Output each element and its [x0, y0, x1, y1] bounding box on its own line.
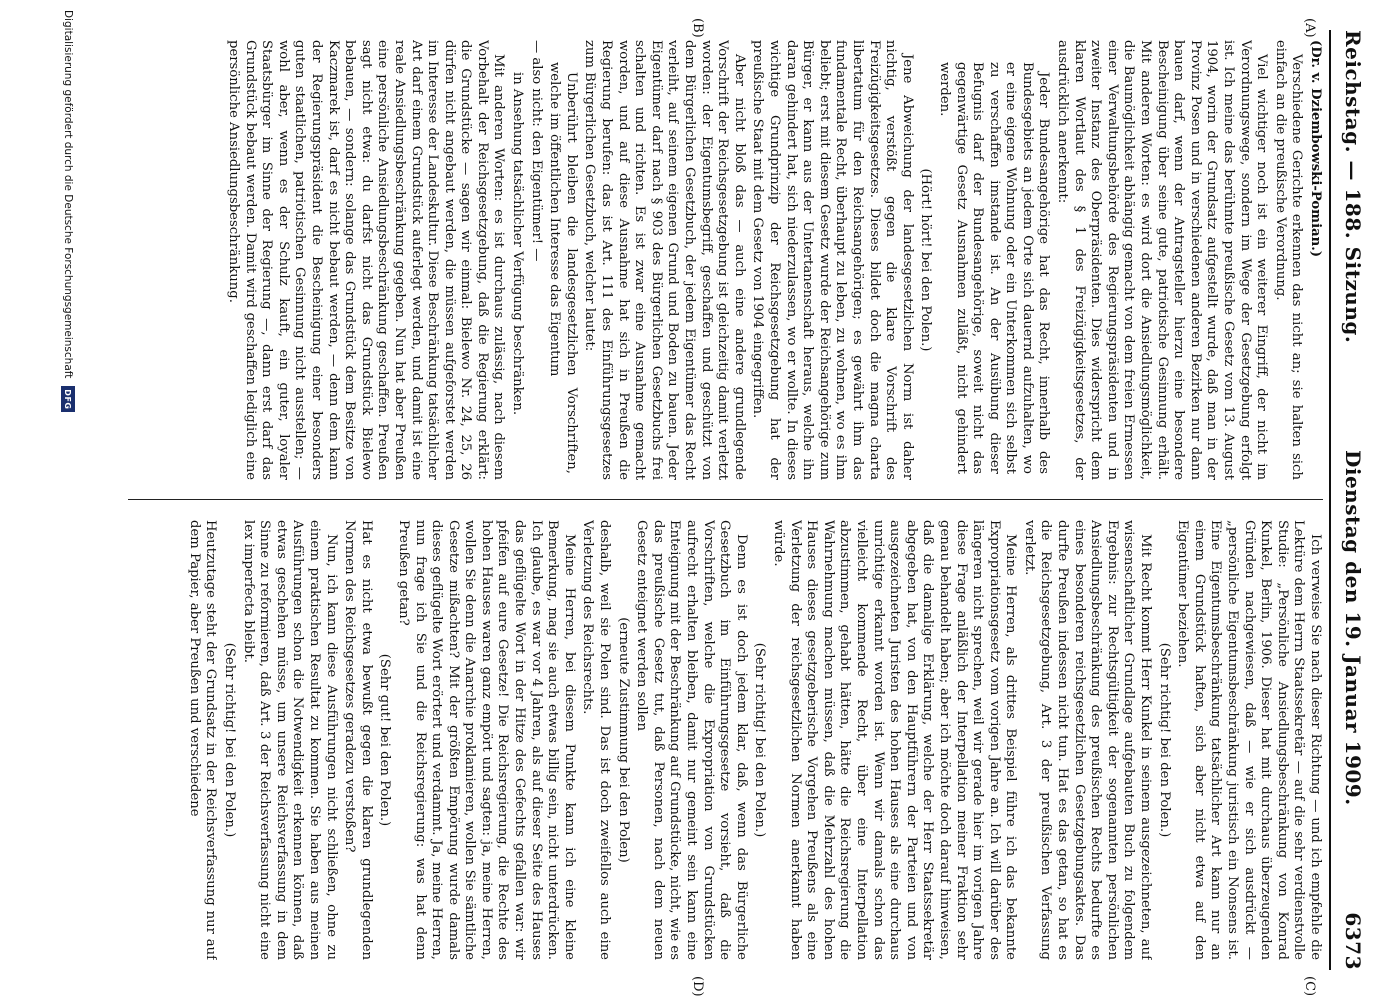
newspaper-page — [43, 0, 1383, 1000]
page-header — [1333, 30, 1373, 970]
paragraph: Nun, ich kann diese Ausführungen nicht schließen, ohne zu einem praktischen Resultat zu kommen. Sie haben aus meinen Ausführungen schon die Notwendigkeit erkennen können, daß etwas geschehen müsse, um unsere Reichsverfassung in dem Sinne zu reformieren, daß Art. 3 der Reichsverfassung nicht eine lex imperfecta bleibt. — [240, 520, 339, 960]
interjection: (Sehr richtig! bei den Polen.) — [222, 642, 237, 838]
header-rule — [1329, 30, 1331, 970]
margin-marker-a: (A) — [1302, 18, 1317, 38]
paragraph: — also nicht: den Eigentümer! — — [528, 40, 544, 262]
paragraph: Jene Abweichung der landesgesetzlichen Norm ist daher nichtig, verstößt gegen die klare Vorschrift des Freizügigkeitsgesetzes. Dieses bildet doch die magna charta libertatum für den Reichsangehörigen; es gewährt ihm das fundamentale Recht, überhaupt zu leben, zu wohnen, wo es ihm beliebt; erst mit diesem Gesetz wurde der Reichsangehörige zum Bürger, er kann aus der Untertanenschaft heraus, welche ihn daran gehindert hat, sich niederzulassen, wo er wollte. In dieses wichtige Grundprinzip der Reichsgesetzgebung hat der preußische Staat mit dem Gesetz von 1904 eingegriffen. — [750, 40, 915, 480]
page-number: 6373 — [1341, 912, 1365, 970]
quoted-law: Jeder Bundesangehörige hat das Recht, innerhalb des Bundesgebiets an jedem Orte sich dauernd aufzuhalten, wo er eine eigene Wohnung oder ein Unterkommen sich selbst zu verschaffen imstande ist. An der Ausübung dieser Befugnis darf der Bundesangehörige, soweit nicht das gegenwärtige Gesetz Ausnahmen zuläßt, nicht gehindert werden. — [936, 62, 1052, 474]
margin-marker-d: (D) — [690, 976, 705, 997]
footer-text: Digitalisierung gefördert durch die Deutsche Forschungsgemeinschaft — [62, 10, 74, 379]
paragraph: Aber nicht bloß das — auch eine andere grundlegende Vorschrift der Reichsgesetzgebung ist gleichzeitig damit verletzt worden: der Eigentumsbegriff, geschaffen und geschützt von dem Bürgerlichen Gesetzbuch, der jedem Eigentümer das Recht verleiht, auf seinem eigenen Grund und Boden zu bauen. Jeder Eigentümer darf nach § 903 des Bürgerlichen Gesetzbuchs frei schalten und richten. Es ist zwar eine Ausnahme gemacht worden, und auf diese Ausnahme hat sich in Preußen die Regierung berufen: das ist Art. 111 des Einführungsgesetzes zum Bürgerlichen Gesetzbuch, welcher lautet: — [582, 40, 747, 480]
interjection: (Hört! hört! bei den Polen.) — [918, 168, 934, 352]
right-column — [128, 520, 1323, 960]
paragraph: Denn es ist doch jedem klar, daß, wenn das Bürgerliche Gesetzbuch im Einführungsgesetze vorsieht, daß die Vorschriften, welche die Expropriation von Grundstücken aufrecht erhalten bleiben, damit nur gemeint sein kann eine Enteignung mit der Beschränkung auf Grundstücke, nicht, wie es das preußische Gesetz tut, daß Personen, nach dem neuen Gesetz enteignet werden sollen — [634, 520, 749, 960]
speaker-label: (Dr. v. Dziembowski-Pomian.) — [1308, 40, 1323, 258]
interjection: (Sehr richtig! bei den Polen.) — [1156, 642, 1172, 838]
quoted-law: in Ansehung tatsächlicher Verfügung beschränken. — [510, 72, 526, 416]
paragraph: deshalb, weil sie Polen sind. Das ist doch zweifellos auch eine Verletzung des Reichsrechts. — [580, 520, 613, 960]
interjection: (Sehr richtig! bei den Polen.) — [752, 642, 768, 838]
margin-marker-c: (C) — [1302, 976, 1317, 997]
header-date: Dienstag den 19. Januar 1909. — [1341, 450, 1365, 806]
column-rule — [128, 499, 1323, 500]
paragraph: Meine Herren, bei diesem Punkte kann ich eine kleine Bemerkung, mag sie auch etwas billig sein, nicht unterdrücken. Ich glaube, es war vor 4 Jahren, als auf dieser Seite des Hauses das geflügelte Wort in der Hitze des Gefechts gefallen war: wir pfeifen auf eure Gesetze! Die Reichsregierung, die Rechte des hohen Hauses waren ganz empört und sagten: ja, meine Herren, wollen Sie denn die Anarchie proklamieren, wollen Sie sämtliche Gesetze mißachten? Mit der größten Empörung wurde damals dieses geflügelte Wort erörtert und verdammt. Ja, meine Herren, nun frage ich Sie und die Reichsregierung: was hat denn Preußen getan? — [395, 520, 577, 960]
digitization-footer — [53, 0, 83, 1000]
left-column — [128, 40, 1323, 480]
paragraph: Ich verweise Sie nach dieser Richtung — und ich empfehle die Lektüre dem Herrn Staatssekretär — auf die sehr verdienstvolle Studie: „Persönliche Ansiedlungsbeschränkung von Konrad Kunkel, Berlin, 1906. Dieser hat mit durchaus überzeugenden Gründen nachgewiesen, daß — wie er sich ausdrückt — „persönliche Eigentumsbeschränkung juristisch ein Nonsens ist. Eine Eigentumsbeschränkung tatsächlicher Art kann nur an einem Grundstück haften, sich aber nicht etwa auf den Eigentümer beziehen. — [1175, 520, 1323, 960]
paragraph: Mit Recht kommt Herr Kunkel in seinem ausgezeichneten, auf wissenschaftlicher Grundlage aufgebauten Buch zu folgendem Ergebnis: zur Rechtsgültigkeit der sogenannten persönlichen Ansiedlungsbeschränkung des preußischen Rechts bedurfte es eines besonderen reichsgesetzlichen Gesetzgebungsaktes. Das durfte Preußen indessen nicht tun. Hat es das getan, so hat es die Reichsgesetzgebung, Art. 3 der preußischen Verfassung verletzt. — [1021, 520, 1154, 960]
paragraph: Mit anderen Worten: es ist durchaus zulässig, nach diesem Vorbehalt der Reichsgesetzgebung, daß die Regierung erklärt: die Grundstücke — sagen wir einmal: Bielewo Nr. 24, 25, 26 dürfen nicht angebaut werden, die müssen aufgeforstet werden im Interesse der Landeskultur. Diese Beschränkung tatsächlicher Art darf einem Grundstück auferlegt werden, und damit ist eine reale Ansiedlungsbeschränkung gegeben. Nun hat aber Preußen eine persönliche Ansiedlungsbeschränkung geschaffen. Preußen sagt nicht etwa: du darfst nicht das Grundstück Bielewo bebauen, — sondern: solange das Grundstück dem Besitze von Kaczmarek ist, darf es nicht bebaut werden, — denn dem kann der Regierungspräsident die Bescheinigung einer besonders guten staatlichen, patriotischen Gesinnung nicht ausstellen; — wohl aber, wenn es der Schulz kauft, ein guter, loyaler Staatsbürger im Sinne der Regierung —, dann erst darf das Grundstück bebaut werden. Damit wird geschaffen lediglich eine persönliche Ansiedlungsbeschränkung. — [226, 40, 507, 480]
interjection: (erneute Zustimmung bei den Polen) — [615, 617, 631, 863]
paragraph: Meine Herren, als drittes Beispiel führe ich das bekannte Expropriationsgesetz vom vorigen Jahre an. Ich will darüber des längeren nicht sprechen, weil wir gerade hier im vorigen Jahre diese Frage anläßlich der Interpellation meiner Fraktion sehr genau behandelt haben; aber ich möchte doch darauf hinweisen, daß die damalige Erklärung, welche der Herr Staatssekretär abgegeben hat, von den Hauptführern der Parteien und von ausgezeichneten Juristen des hohen Hauses als eine durchaus unrichtige erkannt worden ist. Wenn wir damals schon das vielleicht kommende Recht, über eine Interpellation abzustimmen, gehabt hätten, hätte die Reichsregierung die Wahrnehmung machen müssen, daß die Mehrzahl des hohen Hauses dieses gesetzgeberische Vorgehen Preußens als eine Verletzung der reichsgesetzlichen Normen anerkannt haben würde. — [771, 520, 1019, 960]
paragraph: Heutzutage steht der Grundsatz in der Reichsverfassung nur auf dem Papier, aber Preußen und verschiedene — [186, 520, 219, 960]
paragraph: Verschiedene Gerichte erkennen das nicht an; sie halten sich einfach an die preußische Verordnung. — [1272, 40, 1305, 480]
quoted-law: Unberührt bleiben die landesgesetzlichen Vorschriften, welche im öffentlichen Interesse das Eigentum — [547, 62, 579, 474]
margin-marker-b: (B) — [690, 18, 705, 38]
interjection: (Sehr gut! bei den Polen.) — [377, 653, 393, 827]
header-left-title: Reichstag. — 188. Sitzung. — [1341, 30, 1365, 344]
dfg-logo: DFG — [61, 386, 75, 412]
paragraph: Hat es nicht etwa bewußt gegen die klaren grundlegenden Normen des Reichsgesetzes geradezu verstoßen? — [342, 520, 374, 960]
paragraph: Viel wichtiger noch ist ein weiterer Eingriff, der nicht im Verordnungswege, sondern im Wege der Gesetzgebung erfolgt ist. Ich meine das berühmte preußische Gesetz vom 13. August 1904, worin der Grundsatz aufgestellt wurde, daß man in der Provinz Posen und in verschiedenen anderen Bezirken nur dann bauen darf, wenn der Antragsteller hierzu eine besondere Bescheinigung über seine gute, patriotische Gesinnung erhält. Mit anderen Worten: es wird dort die Ansiedlungsmöglichkeit, die Baumöglichkeit abhängig gemacht von dem freien Ermessen einer Verwaltungsbehörde des Regierungspräsidenten und in zweiter Instanz des Oberpräsidenten. Dies widerspricht dem klaren Wortlaut des § 1 des Freizügigkeitsgesetzes, der ausdrücklich anerkennt: — [1055, 40, 1270, 480]
